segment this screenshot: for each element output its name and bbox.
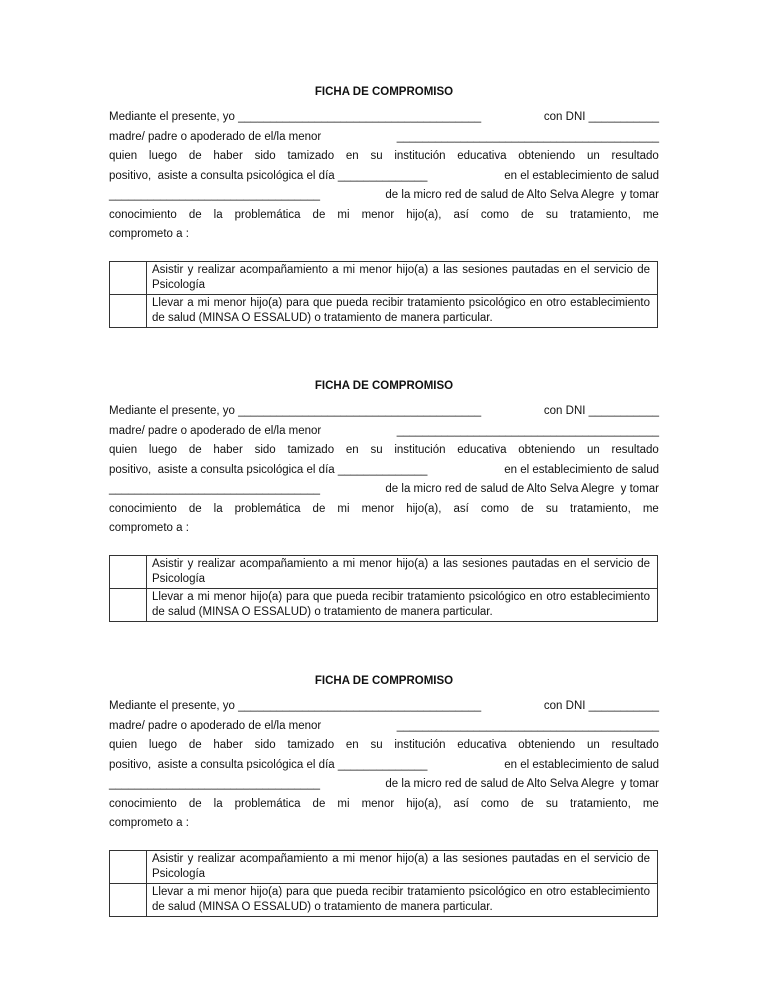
form-title: FICHA DE COMPROMISO [314, 380, 454, 392]
checkbox-cell[interactable] [110, 261, 147, 294]
form-line-3 [109, 147, 659, 167]
word: me [642, 502, 659, 515]
form-line-5 [109, 186, 659, 206]
checklist-item-text: Llevar a mi menor hijo(a) para que pueda recibir tratamiento psicológico en otro establecimiento de salud (MINSA O ESSALUD) o tratamiento de manera particular. [147, 883, 658, 916]
facility-blank: _________________________________ [109, 483, 321, 495]
word: un [586, 150, 600, 162]
word: conocimiento [109, 797, 177, 810]
minor-name-blank: _________________________________________ [396, 424, 659, 437]
micro-network-text: de la micro red de salud de Alto Selva Alegre y tomar [385, 189, 659, 201]
word: institución [394, 444, 446, 456]
parent-name-blank: Mediante el presente, yo ______________________________________ [109, 700, 482, 712]
minor-name-blank: _________________________________________ [396, 130, 659, 143]
word: luego [148, 739, 178, 751]
form-line-4 [109, 756, 659, 776]
form-line-1 [109, 108, 659, 128]
checklist-row [110, 261, 658, 294]
word: su [545, 502, 558, 515]
facility-blank: _________________________________ [109, 189, 321, 201]
word: un [586, 739, 600, 751]
word: un [586, 444, 600, 456]
word: su [370, 150, 383, 162]
word: de [188, 739, 202, 751]
word: tamizado [287, 150, 335, 162]
word: resultado [611, 739, 659, 751]
word: de [188, 150, 202, 162]
commitment-checklist [109, 555, 658, 622]
guardian-label: madre/ padre o apoderado de el/la menor [109, 424, 322, 437]
checklist-item-text: Asistir y realizar acompañamiento a mi menor hijo(a) a las sesiones pautadas en el servicio de Psicología [147, 261, 658, 294]
word: conocimiento [109, 502, 177, 515]
form-line-7 [109, 225, 659, 245]
word: como [480, 502, 509, 515]
checklist-row [110, 883, 658, 916]
word: haber [213, 444, 243, 456]
word: mi [337, 208, 350, 221]
word: de [312, 208, 326, 221]
checklist-row [110, 850, 658, 883]
word: haber [213, 739, 243, 751]
word: menor [361, 797, 395, 810]
word: en [345, 150, 359, 162]
form-line-6 [109, 500, 659, 520]
word: de [312, 502, 326, 515]
form-line-5 [109, 480, 659, 500]
commitment-form-3 [109, 673, 659, 917]
word: tamizado [287, 444, 335, 456]
word: resultado [611, 150, 659, 162]
form-line-7 [109, 519, 659, 539]
checkbox-cell[interactable] [110, 850, 147, 883]
form-line-6 [109, 206, 659, 226]
word: su [545, 797, 558, 810]
facility-label: en el establecimiento de salud [504, 758, 659, 771]
word: de [521, 208, 534, 221]
checkbox-cell[interactable] [110, 883, 147, 916]
word: su [370, 444, 383, 456]
form-line-5 [109, 775, 659, 795]
word: problemática [234, 502, 301, 515]
word: hijo(a), [406, 208, 442, 221]
word: quien [109, 150, 138, 162]
word: me [642, 208, 659, 221]
word: obteniendo [518, 739, 576, 751]
word: tratamiento, [570, 797, 631, 810]
form-line-3 [109, 736, 659, 756]
checklist-row [110, 294, 658, 327]
form-line-2 [109, 128, 659, 148]
word: de [188, 797, 202, 810]
form-line-4 [109, 461, 659, 481]
micro-network-text: de la micro red de salud de Alto Selva Alegre y tomar [385, 778, 659, 790]
word: su [370, 739, 383, 751]
commitment-form-2 [109, 378, 659, 622]
word: en [345, 739, 359, 751]
form-line-1 [109, 402, 659, 422]
word: tratamiento, [570, 502, 631, 515]
word: sido [254, 150, 276, 162]
dni-blank: con DNI ___________ [543, 111, 659, 123]
word: de [188, 502, 202, 515]
word: mi [337, 797, 350, 810]
date-blank: positivo, asiste a consulta psicológica el día ______________ [109, 463, 428, 476]
checkbox-cell[interactable] [110, 588, 147, 621]
checkbox-cell[interactable] [110, 555, 147, 588]
word: institución [394, 739, 446, 751]
facility-label: en el establecimiento de salud [504, 463, 659, 476]
word: obteniendo [518, 150, 576, 162]
form-title: FICHA DE COMPROMISO [314, 675, 454, 687]
form-line-1 [109, 697, 659, 717]
word: como [480, 797, 509, 810]
word: quien [109, 444, 138, 456]
word: sido [254, 444, 276, 456]
checklist-row [110, 588, 658, 621]
commit-label: comprometo a : [109, 522, 189, 534]
word: así [453, 208, 469, 221]
form-line-7 [109, 814, 659, 834]
dni-blank: con DNI ___________ [543, 405, 659, 417]
minor-name-blank: _________________________________________ [396, 719, 659, 732]
word: la [213, 208, 223, 221]
word: hijo(a), [406, 502, 442, 515]
word: de [312, 797, 326, 810]
word: de [188, 208, 202, 221]
word: quien [109, 739, 138, 751]
form-line-3 [109, 441, 659, 461]
word: problemática [234, 208, 301, 221]
word: hijo(a), [406, 797, 442, 810]
commit-label: comprometo a : [109, 817, 189, 829]
commitment-checklist [109, 850, 658, 917]
date-blank: positivo, asiste a consulta psicológica el día ______________ [109, 169, 428, 182]
checklist-row [110, 555, 658, 588]
word: institución [394, 150, 446, 162]
word: la [213, 502, 223, 515]
word: luego [148, 150, 178, 162]
date-blank: positivo, asiste a consulta psicológica el día ______________ [109, 758, 428, 771]
word: educativa [457, 444, 507, 456]
guardian-label: madre/ padre o apoderado de el/la menor [109, 130, 322, 143]
guardian-label: madre/ padre o apoderado de el/la menor [109, 719, 322, 732]
word: así [453, 797, 469, 810]
word: resultado [611, 444, 659, 456]
form-line-4 [109, 167, 659, 187]
form-line-6 [109, 795, 659, 815]
word: como [480, 208, 509, 221]
checklist-item-text: Asistir y realizar acompañamiento a mi menor hijo(a) a las sesiones pautadas en el servicio de Psicología [147, 555, 658, 588]
word: de [188, 444, 202, 456]
word: tamizado [287, 739, 335, 751]
word: obteniendo [518, 444, 576, 456]
word: haber [213, 150, 243, 162]
word: la [213, 797, 223, 810]
checklist-item-text: Llevar a mi menor hijo(a) para que pueda recibir tratamiento psicológico en otro establecimiento de salud (MINSA O ESSALUD) o tratamiento de manera particular. [147, 294, 658, 327]
checkbox-cell[interactable] [110, 294, 147, 327]
form-body [109, 108, 659, 245]
word: menor [361, 502, 395, 515]
form-title: FICHA DE COMPROMISO [314, 86, 454, 98]
word: en [345, 444, 359, 456]
form-body [109, 697, 659, 834]
word: mi [337, 502, 350, 515]
facility-label: en el establecimiento de salud [504, 169, 659, 182]
checklist-item-text: Asistir y realizar acompañamiento a mi menor hijo(a) a las sesiones pautadas en el servicio de Psicología [147, 850, 658, 883]
micro-network-text: de la micro red de salud de Alto Selva Alegre y tomar [385, 483, 659, 495]
word: así [453, 502, 469, 515]
word: sido [254, 739, 276, 751]
word: educativa [457, 739, 507, 751]
form-line-2 [109, 717, 659, 737]
parent-name-blank: Mediante el presente, yo ______________________________________ [109, 405, 482, 417]
word: problemática [234, 797, 301, 810]
word: tratamiento, [570, 208, 631, 221]
facility-blank: _________________________________ [109, 778, 321, 790]
commit-label: comprometo a : [109, 228, 189, 240]
word: menor [361, 208, 395, 221]
word: de [521, 797, 534, 810]
checklist-item-text: Llevar a mi menor hijo(a) para que pueda recibir tratamiento psicológico en otro establecimiento de salud (MINSA O ESSALUD) o tratamiento de manera particular. [147, 588, 658, 621]
word: educativa [457, 150, 507, 162]
dni-blank: con DNI ___________ [543, 700, 659, 712]
form-body [109, 402, 659, 539]
parent-name-blank: Mediante el presente, yo ______________________________________ [109, 111, 482, 123]
word: me [642, 797, 659, 810]
form-line-2 [109, 422, 659, 442]
commitment-form-1 [109, 84, 659, 328]
word: su [545, 208, 558, 221]
commitment-checklist [109, 261, 658, 328]
word: luego [148, 444, 178, 456]
word: conocimiento [109, 208, 177, 221]
word: de [521, 502, 534, 515]
